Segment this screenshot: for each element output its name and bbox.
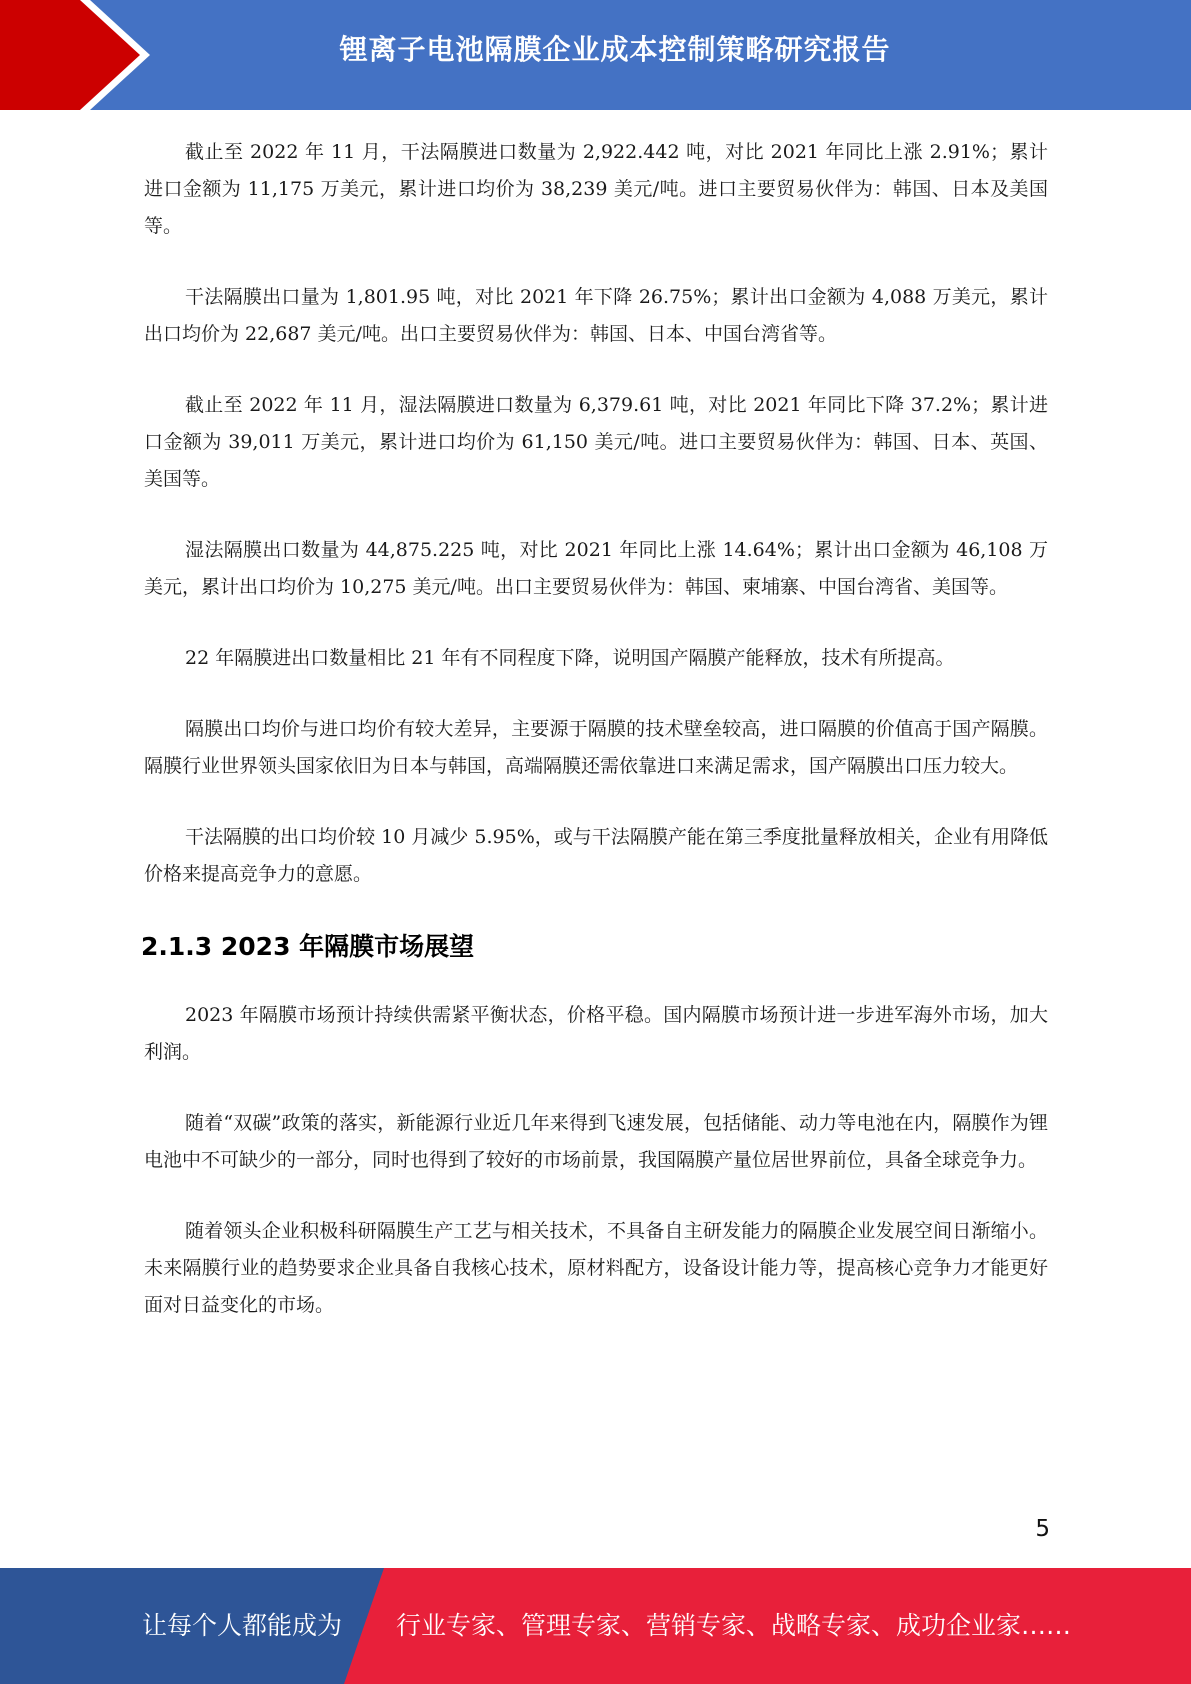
paragraph-dry-price-change: 干法隔膜的出口均价较 10 月减少 5.95%，或与干法隔膜产能在第三季度批量释放相关，企业有用降低价格来提高竞争力的意愿。 (144, 826, 1048, 885)
header-arrow-decoration (0, 0, 160, 110)
page-footer (0, 1568, 1191, 1684)
section-heading: 2.1.3 2023 年隔膜市场展望 (141, 932, 475, 961)
footer-slogan-left: 让每个人都能成为 (142, 1611, 343, 1640)
paragraph-dual-carbon: 随着“双碳”政策的落实，新能源行业近几年来得到飞速发展，包括储能、动力等电池在内，隔膜作为锂电池中不可缺少的一部分，同时也得到了较好的市场前景，我国隔膜产量位居世界前位，具备全球竞争力。 (144, 1112, 1048, 1171)
paragraph-volume-decline: 22 年隔膜进出口数量相比 21 年有不同程度下降，说明国产隔膜产能释放，技术有所提高。 (185, 647, 955, 669)
main-content (141, 134, 1048, 1358)
paragraph-2023-outlook: 2023 年隔膜市场预计持续供需紧平衡状态，价格平稳。国内隔膜市场预计进一步进军海外市场，加大利润。 (144, 1004, 1048, 1063)
report-title: 锂离子电池隔膜企业成本控制策略研究报告 (339, 33, 891, 66)
paragraph-dry-export: 干法隔膜出口量为 1,801.95 吨，对比 2021 年下降 26.75%；累计出口金额为 4,088 万美元，累计出口均价为 22,687 美元/吨。出口主要贸易伙伴为：韩国、日本、中国台湾省等。 (144, 286, 1048, 345)
paragraph-dry-import: 截止至 2022 年 11 月，干法隔膜进口数量为 2,922.442 吨，对比 2021 年同比上涨 2.91%；累计进口金额为 11,175 万美元，累计进口均价为 38,239 美元/吨。进口主要贸易伙伴为：韩国、日本及美国等。 (144, 141, 1048, 237)
paragraph-price-gap: 隔膜出口均价与进口均价有较大差异，主要源于隔膜的技术壁垒较高，进口隔膜的价值高于国产隔膜。隔膜行业世界领头国家依旧为日本与韩国，高端隔膜还需依靠进口来满足需求，国产隔膜出口压力较大。 (144, 718, 1048, 777)
page-number: 5 (1035, 1516, 1050, 1542)
paragraph-wet-import: 截止至 2022 年 11 月，湿法隔膜进口数量为 6,379.61 吨，对比 2021 年同比下降 37.2%；累计进口金额为 39,011 万美元，累计进口均价为 61,150 美元/吨。进口主要贸易伙伴为：韩国、日本、英国、美国等。 (144, 394, 1048, 490)
page-header (0, 0, 1191, 110)
paragraph-wet-export: 湿法隔膜出口数量为 44,875.225 吨，对比 2021 年同比上涨 14.64%；累计出口金额为 46,108 万美元，累计出口均价为 10,275 美元/吨。出口主要贸易伙伴为：韩国、柬埔寨、中国台湾省、美国等。 (144, 539, 1048, 598)
paragraph-industry-trend: 随着领头企业积极科研隔膜生产工艺与相关技术，不具备自主研发能力的隔膜企业发展空间日渐缩小。未来隔膜行业的趋势要求企业具备自我核心技术，原材料配方，设备设计能力等，提高核心竞争力才能更好面对日益变化的市场。 (144, 1220, 1048, 1316)
footer-slogan-right: 行业专家、管理专家、营销专家、战略专家、成功企业家…… (396, 1611, 1072, 1640)
